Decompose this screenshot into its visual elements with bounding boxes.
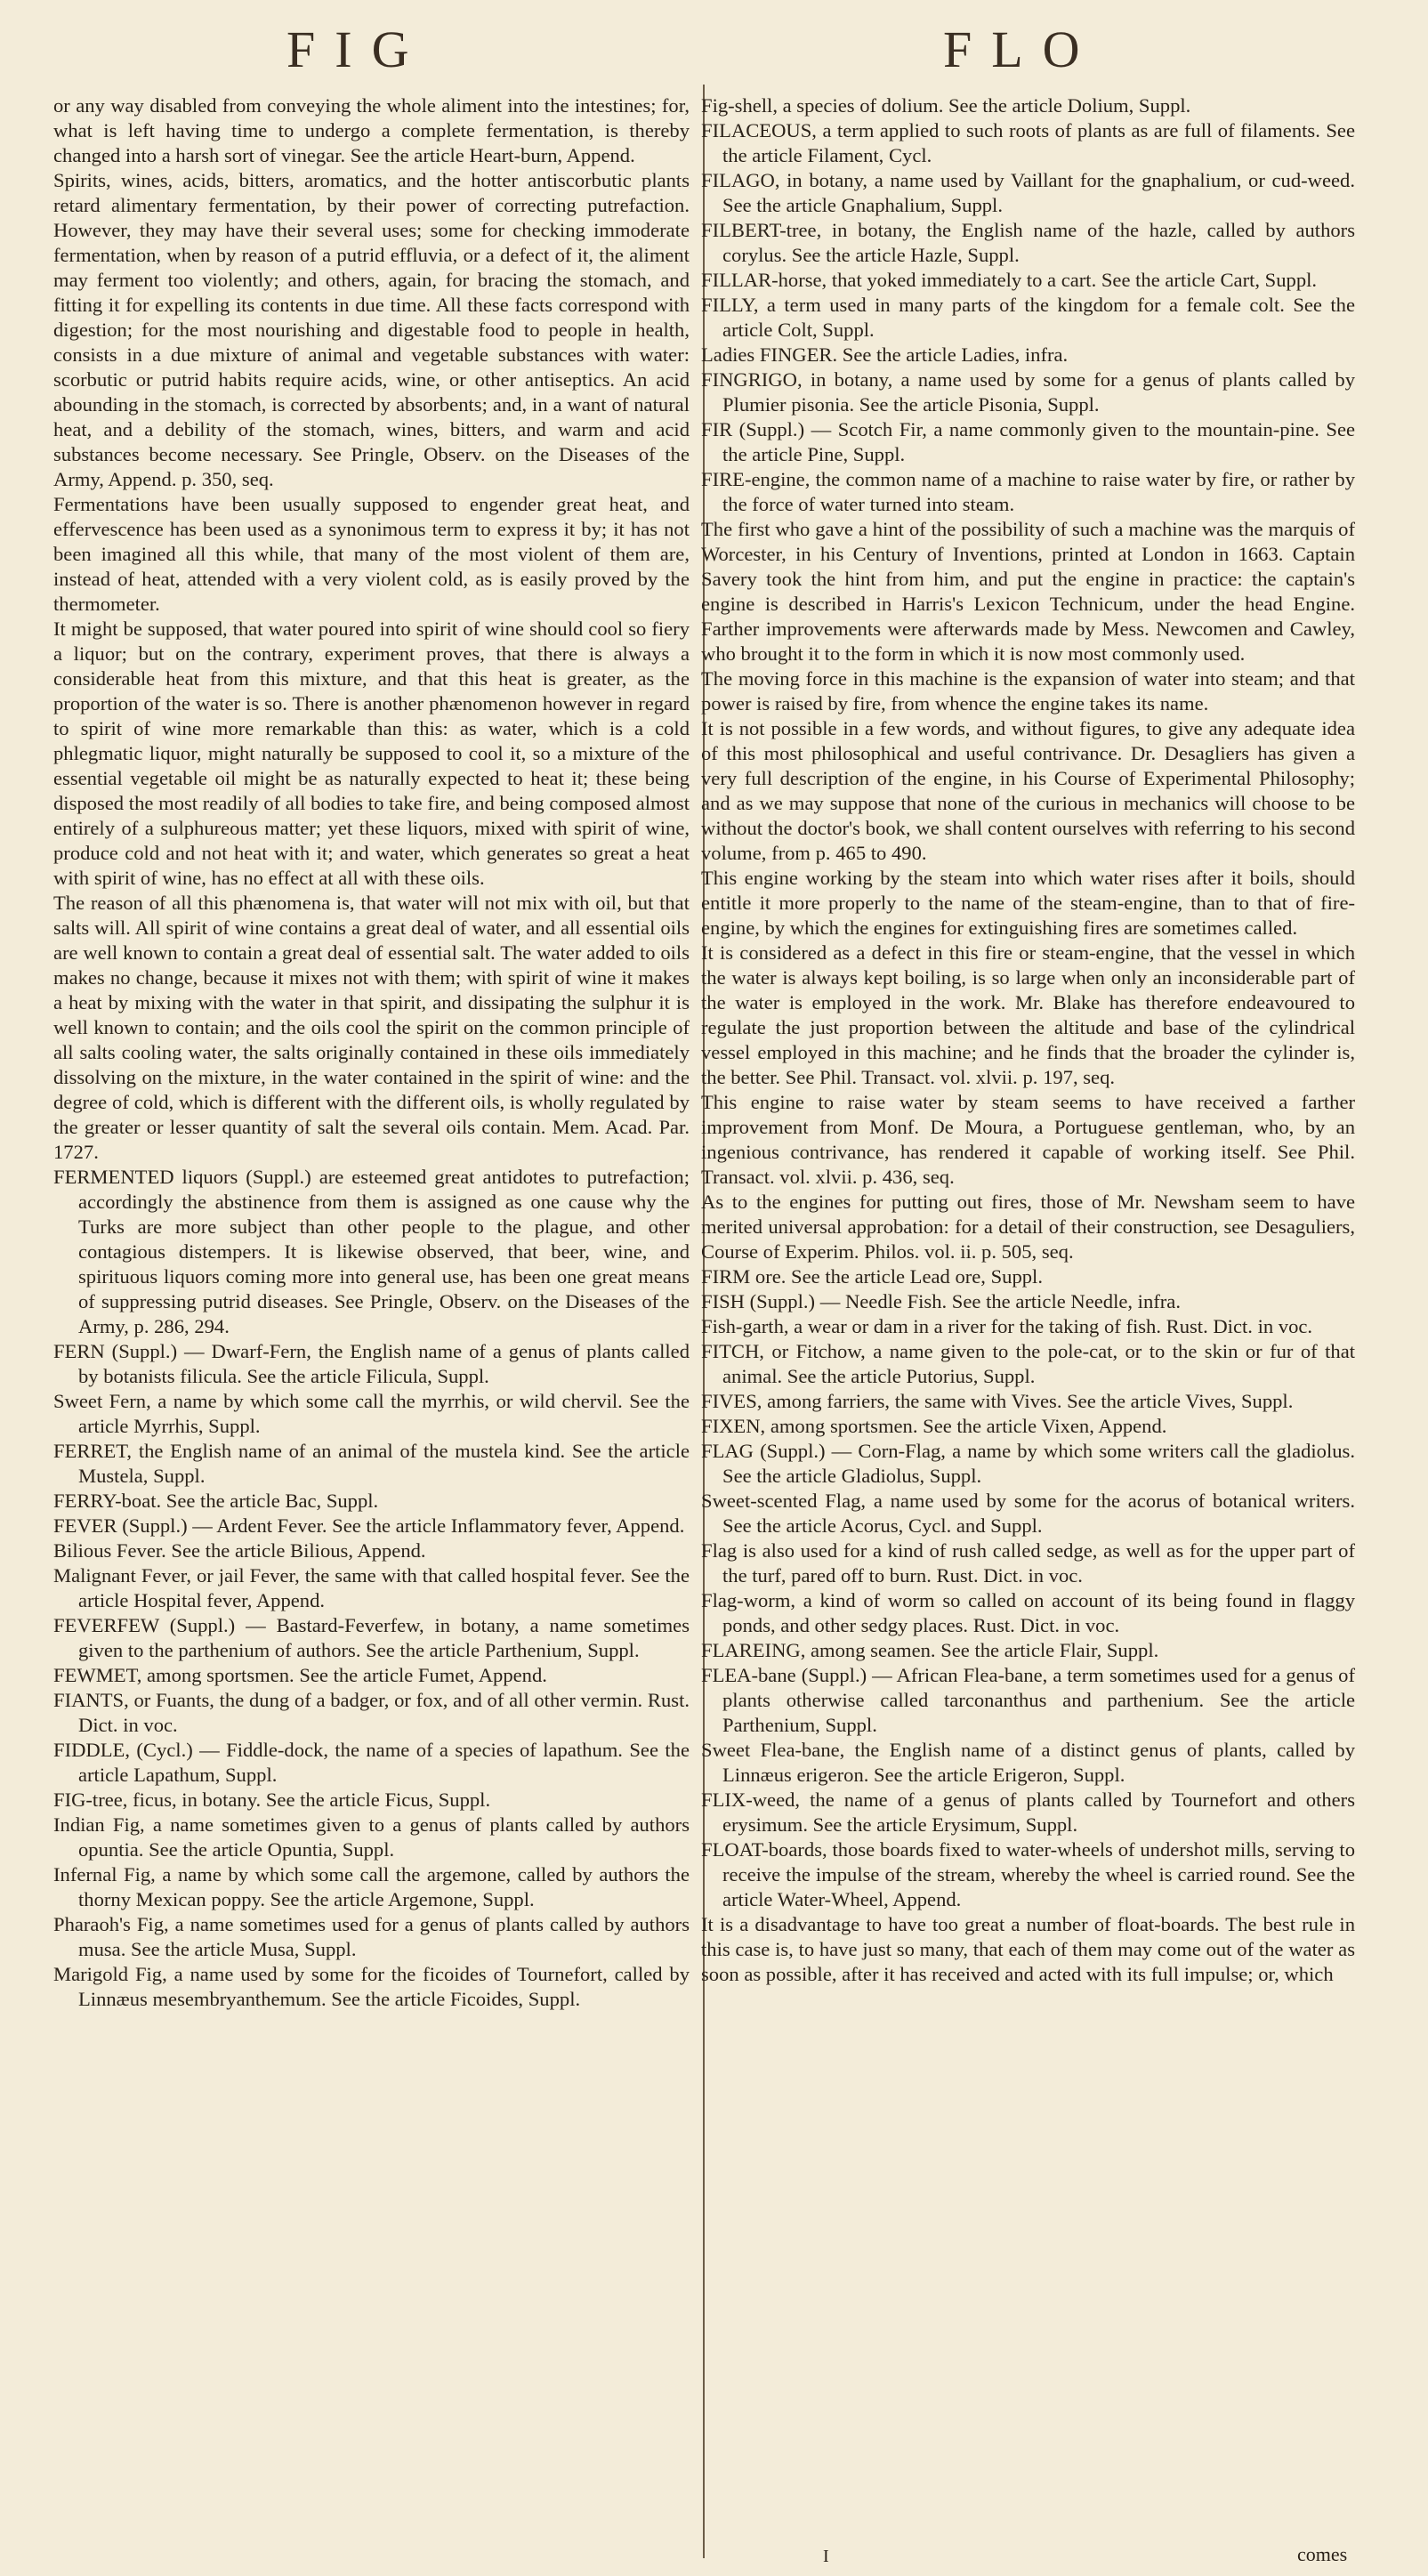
dictionary-entry: FILACEOUS, a term applied to such roots of plants as are full of filaments. See the article Filament, Cycl. — [701, 119, 1355, 166]
dictionary-entry: Indian Fig, a name sometimes given to a genus of plants called by authors opuntia. See the article Opuntia, Suppl. — [53, 1813, 690, 1861]
dictionary-entry: FLAREING, among seamen. See the article Flair, Suppl. — [701, 1639, 1159, 1661]
paragraph: or any way disabled from conveying the whole aliment into the intestines; for, what is left having time to undergo a complete fermentation, is thereby changed into a harsh sort of vinegar. See the article Heart-burn, Append. — [53, 94, 690, 166]
dictionary-entry: Bilious Fever. See the article Bilious, Append. — [53, 1539, 426, 1562]
dictionary-entry: Sweet Fern, a name by which some call the myrrhis, or wild chervil. See the article Myrrhis, Suppl. — [53, 1390, 690, 1437]
dictionary-entry: FIANTS, or Fuants, the dung of a badger, or fox, and of all other vermin. Rust. Dict. in voc. — [53, 1689, 690, 1736]
dictionary-entry: FIXEN, among sportsmen. See the article Vixen, Append. — [701, 1415, 1167, 1437]
paragraph: The reason of all this phænomena is, that water will not mix with oil, but that salts will. All spirit of wine contains a great deal of water, and all essential oils are well known to contain a great deal of essential salt. The water added to oils makes no change, because it mixes not with them; with spirit of wine it makes a heat by mixing with the water in that spirit, and dissipating the sulphur it is well known to contain; and the oils cool the spirit on the common principle of all salts cooling water, the salts originally contained in these oils immediately dissolving on the mixture, in the water contained in the spirit of wine: and the degree of cold, which is different with the different oils, is wholly regulated by the greater or lesser quantity of salt the several oils contain. Mem. Acad. Par. 1727. — [53, 892, 690, 1163]
dictionary-entry: Flag-worm, a kind of worm so called on account of its being found in flaggy ponds, and other sedgy places. Rust. Dict. in voc. — [701, 1589, 1355, 1636]
paragraph: The moving force in this machine is the expansion of water into steam; and that power is raised by fire, from whence the engine takes its name. — [701, 667, 1355, 715]
dictionary-entry: FEVER (Suppl.) — Ardent Fever. See the article Inflammatory fever, Append. — [53, 1514, 685, 1537]
dictionary-entry: FIRE-engine, the common name of a machine to raise water by fire, or rather by the force of water turned into steam. — [701, 468, 1355, 515]
paragraph: Fermentations have been usually supposed to engender great heat, and effervescence has been used as a synonimous term to express it by; it has not been imagined all this while, that many of the most violent of them are, instead of heat, attended with a very violent cold, as is easily proved by the thermometer. — [53, 493, 690, 615]
dictionary-entry: Sweet Flea-bane, the English name of a distinct genus of plants, called by Linnæus erigeron. See the article Erigeron, Suppl. — [701, 1739, 1355, 1786]
catchword: comes — [1297, 2543, 1348, 2565]
running-head-right: FLO — [943, 20, 1100, 78]
dictionary-entry: FIG-tree, ficus, in botany. See the article Ficus, Suppl. — [53, 1789, 491, 1811]
dictionary-entry: FIDDLE, (Cycl.) — Fiddle-dock, the name of a species of lapathum. See the article Lapathum, Suppl. — [53, 1739, 690, 1786]
dictionary-entry: Ladies FINGER. See the article Ladies, infra. — [701, 343, 1069, 366]
dictionary-entry: Sweet-scented Flag, a name used by some for the acorus of botanical writers. See the article Acorus, Cycl. and Suppl. — [701, 1490, 1355, 1537]
dictionary-entry: FINGRIGO, in botany, a name used by some for a genus of plants called by Plumier pisonia. See the article Pisonia, Suppl. — [701, 368, 1355, 416]
dictionary-entry: FIRM ore. See the article Lead ore, Suppl. — [701, 1265, 1043, 1288]
paragraph: It is a disadvantage to have too great a number of float-boards. The best rule in this case is, to have just so many, that each of them may come out of the water as soon as possible, after it has received and acted with its full impulse; or, which — [701, 1913, 1355, 1985]
dictionary-entry: Pharaoh's Fig, a name sometimes used for a genus of plants called by authors musa. See the article Musa, Suppl. — [53, 1913, 690, 1960]
left-column — [53, 93, 690, 2012]
dictionary-entry: FIVES, among farriers, the same with Vives. See the article Vives, Suppl. — [701, 1390, 1294, 1412]
dictionary-entry: FEVERFEW (Suppl.) — Bastard-Feverfew, in botany, a name sometimes given to the parthenium of authors. See the article Parthenium, Suppl. — [53, 1614, 690, 1661]
dictionary-entry: FLOAT-boards, those boards fixed to water-wheels of undershot mills, serving to receive the impulse of the stream, whereby the wheel is carried round. See the article Water-Wheel, Append. — [701, 1838, 1355, 1910]
dictionary-entry: FERN (Suppl.) — Dwarf-Fern, the English name of a genus of plants called by botanists filicula. See the article Filicula, Suppl. — [53, 1340, 690, 1387]
paragraph: As to the engines for putting out fires, those of Mr. Newsham seem to have merited universal approbation: for a detail of their construction, see Desaguliers, Course of Experim. Philos. vol. ii. p. 505, seq. — [701, 1191, 1355, 1263]
dictionary-entry: FERMENTED liquors (Suppl.) are esteemed great antidotes to putrefaction; accordingly the abstinence from them is assigned as one cause why the Turks are more subject than other people to the plague, and other contagious distempers. It is likewise observed, that beer, wine, and spirituous liquors coming more into general use, has been one great means of suppressing putrid diseases. See Pringle, Observ. on the Diseases of the Army, p. 286, 294. — [53, 1166, 690, 1337]
paragraph: The first who gave a hint of the possibility of such a machine was the marquis of Worcester, in his Century of Inventions, printed at London in 1663. Captain Savery took the hint from him, and put the engine in practice: the captain's engine is described in Harris's Lexicon Technicum, under the head Engine. Farther improvements were afterwards made by Mess. Newcomen and Cawley, who brought it to the form in which it is now most commonly used. — [701, 518, 1355, 665]
dictionary-entry: Marigold Fig, a name used by some for the ficoides of Tournefort, called by Linnæus mesembryanthemum. See the article Ficoides, Suppl. — [53, 1963, 690, 2010]
dictionary-entry: FILAGO, in botany, a name used by Vaillant for the gnaphalium, or cud-weed. See the article Gnaphalium, Suppl. — [701, 169, 1355, 216]
paragraph: This engine working by the steam into which water rises after it boils, should entitle it more properly to the name of the steam-engine, than to that of fire-engine, by which the engines for extinguishing fires are sometimes called. — [701, 867, 1355, 939]
dictionary-entry: FLAG (Suppl.) — Corn-Flag, a name by which some writers call the gladiolus. See the article Gladiolus, Suppl. — [701, 1440, 1355, 1487]
dictionary-entry: FILBERT-tree, in botany, the English name of the hazle, called by authors corylus. See the article Hazle, Suppl. — [701, 219, 1355, 266]
running-head-left: FIG — [286, 20, 429, 78]
dictionary-entry: Infernal Fig, a name by which some call the argemone, called by authors the thorny Mexican poppy. See the article Argemone, Suppl. — [53, 1863, 690, 1910]
paragraph: It is not possible in a few words, and without figures, to give any adequate idea of this most philosophical and useful contrivance. Dr. Desagliers has given a very full description of the engine, in his Course of Experimental Philosophy; and as we may suppose that none of the curious in mechanics will choose to be without the doctor's book, we shall content ourselves with referring to his second volume, from p. 465 to 490. — [701, 717, 1355, 864]
right-column — [701, 93, 1355, 1987]
dictionary-entry: FEWMET, among sportsmen. See the article Fumet, Append. — [53, 1664, 547, 1686]
paragraph: Spirits, wines, acids, bitters, aromatics, and the hotter antiscorbutic plants retard alimentary fermentation, by their power of correcting putrefaction. However, they may have their several uses; some for checking immoderate fermentation, when by reason of a putrid effluvia, or a defect of it, the aliment may ferment too violently; and others, again, for bracing the stomach, and fitting it for expelling its contents in due time. All these facts correspond with digestion; for the most nourishing and digestable food to people in health, consists in a due mixture of animal and vegetable substances with water: scorbutic or putrid habits require acids, wine, or other antiseptics. An acid abounding in the stomach, is corrected by absorbents; and, in a want of natural heat, and a debility of the stomach, wines, bitters, and warm and acid substances become necessary. See Pringle, Observ. on the Diseases of the Army, Append. p. 350, seq. — [53, 169, 690, 490]
dictionary-entry: FERRY-boat. See the article Bac, Suppl. — [53, 1490, 379, 1512]
dictionary-entry: FITCH, or Fitchow, a name given to the pole-cat, or to the skin or fur of that animal. See the article Putorius, Suppl. — [701, 1340, 1355, 1387]
dictionary-entry: Flag is also used for a kind of rush called sedge, as well as for the upper part of the turf, pared off to burn. Rust. Dict. in voc. — [701, 1539, 1355, 1587]
paragraph: It might be supposed, that water poured into spirit of wine should cool so fiery a liquor; but on the contrary, experiment proves, that there is always a considerable heat from this mixture, and that this heat is greater, as the proportion of the water is so. There is another phænomenon however in regard to spirit of wine more remarkable than this: as water, which is a cold phlegmatic liquor, might naturally be supposed to cool it, so a mixture of the essential vegetable oil might be as naturally expected to heat it; these being disposed the most readily of all bodies to take fire, and being composed almost entirely of a sulphureous matter; yet these liquors, mixed with spirit of wine, produce cold and not heat with it; and water, which generates so great a heat with spirit of wine, has no effect at all with these oils. — [53, 618, 690, 889]
paragraph: This engine to raise water by steam seems to have received a farther improvement from Monf. De Moura, a Portuguese gentleman, who, by an ingenious contrivance, has rendered it capable of working itself. See Phil. Transact. vol. xlvii. p. 436, seq. — [701, 1091, 1355, 1188]
dictionary-entry: FLEA-bane (Suppl.) — African Flea-bane, a term sometimes used for a genus of plants otherwise called tarconanthus and parthenium. See the article Parthenium, Suppl. — [701, 1664, 1355, 1736]
paragraph: It is considered as a defect in this fire or steam-engine, that the vessel in which the water is always kept boiling, is so large when only an inconsiderable part of the water is employed in the work. Mr. Blake has therefore endeavoured to regulate the just proportion between the altitude and base of the cylindrical vessel employed in this machine; and he finds that the broader the cylinder is, the better. See Phil. Transact. vol. xlvii. p. 197, seq. — [701, 941, 1355, 1088]
dictionary-entry: FERRET, the English name of an animal of the mustela kind. See the article Mustela, Suppl. — [53, 1440, 690, 1487]
dictionary-entry: FILLAR-horse, that yoked immediately to a cart. See the article Cart, Suppl. — [701, 269, 1318, 291]
dictionary-entry: FISH (Suppl.) — Needle Fish. See the article Needle, infra. — [701, 1290, 1181, 1312]
dictionary-entry: Fig-shell, a species of dolium. See the article Dolium, Suppl. — [701, 94, 1191, 117]
page-signature: I — [823, 2547, 829, 2566]
dictionary-entry: Malignant Fever, or jail Fever, the same with that called hospital fever. See the article Hospital fever, Append. — [53, 1564, 690, 1611]
dictionary-entry: FILLY, a term used in many parts of the kingdom for a female colt. See the article Colt, Suppl. — [701, 294, 1355, 341]
dictionary-entry: FIR (Suppl.) — Scotch Fir, a name commonly given to the mountain-pine. See the article Pine, Suppl. — [701, 418, 1355, 465]
dictionary-entry: FLIX-weed, the name of a genus of plants called by Tournefort and others erysimum. See the article Erysimum, Suppl. — [701, 1789, 1355, 1836]
dictionary-entry: Fish-garth, a wear or dam in a river for the taking of fish. Rust. Dict. in voc. — [701, 1315, 1313, 1337]
